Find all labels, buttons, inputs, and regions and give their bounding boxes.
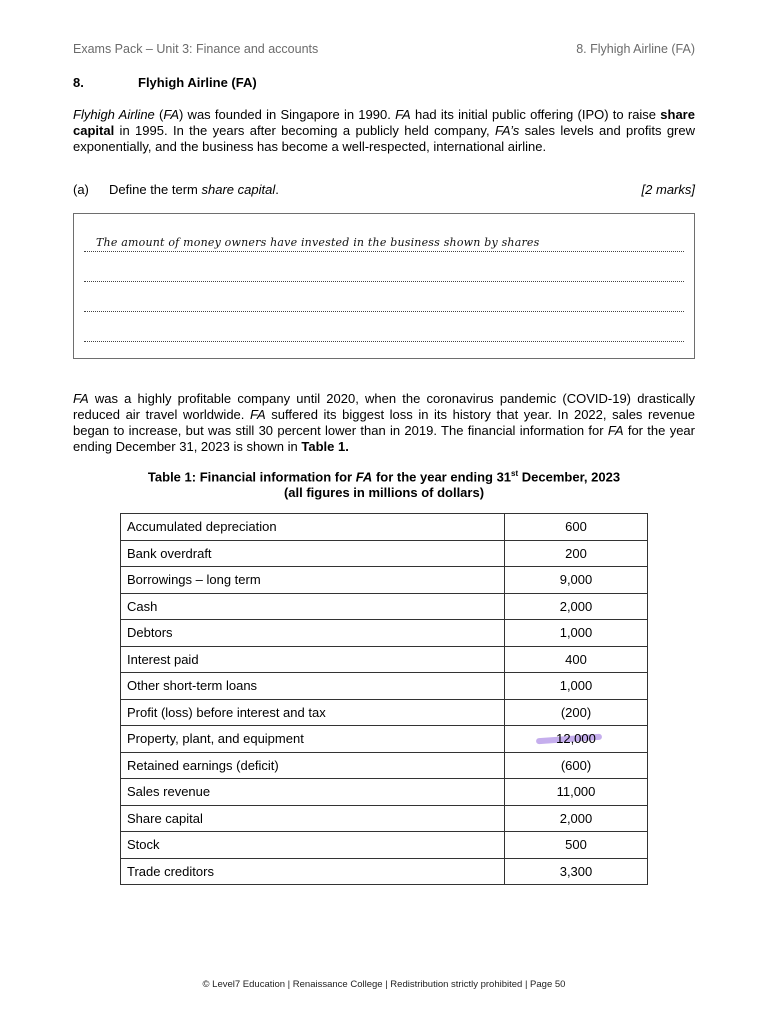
intro-bold-term: share capital: [73, 107, 695, 138]
table-row: [121, 805, 648, 832]
highlighted-value: [556, 731, 596, 746]
intro-text-2: ) was founded in Singapore in 1990.: [179, 107, 396, 122]
part-a-label: (a): [73, 182, 89, 197]
table-cell-value: 600: [505, 514, 648, 541]
table-cell-value: 200: [505, 540, 648, 567]
table-cell-value: 500: [505, 832, 648, 859]
table-cell-item: Cash: [121, 593, 505, 620]
table-cell-value: 400: [505, 646, 648, 673]
question-heading: Flyhigh Airline (FA): [138, 75, 257, 90]
header-left: Exams Pack – Unit 3: Finance and accounts: [73, 42, 319, 56]
answer-box[interactable]: [73, 213, 695, 359]
table-cell-value: 2,000: [505, 593, 648, 620]
part-a-prompt: Define the term: [109, 182, 202, 197]
table-cell-item: Interest paid: [121, 646, 505, 673]
financial-table: [120, 513, 648, 885]
table-row: [121, 832, 648, 859]
answer-line-3: [84, 310, 684, 312]
table-row: [121, 726, 648, 753]
context-table-ref: Table 1.: [301, 439, 349, 454]
part-a-question: [73, 182, 695, 197]
intro-paragraph: [73, 107, 695, 155]
table-row: [121, 567, 648, 594]
caption-part-3: December, 2023: [518, 469, 621, 485]
table-cell-item: Accumulated depreciation: [121, 514, 505, 541]
context-text-2: suffered its biggest loss in its history that year. In 2022, sales revenue began to increase, but was still 30 percent lower than in 2019. The financial information for: [73, 407, 695, 438]
table-row: [121, 514, 648, 541]
intro-possessive: FA’s: [494, 123, 520, 138]
answer-line-4: [84, 340, 684, 342]
intro-abbr-1: FA: [163, 107, 179, 122]
table-cell-value: 1,000: [505, 620, 648, 647]
answer-line-2: [84, 280, 684, 282]
caption-abbr: FA: [355, 469, 373, 485]
table-row: [121, 752, 648, 779]
intro-text-4: in 1995. In the years after becoming a publicly held company,: [114, 123, 495, 138]
table-row: [121, 858, 648, 885]
table-cell-value: 9,000: [505, 567, 648, 594]
answer-line-1: [84, 250, 684, 252]
table-cell-item: Property, plant, and equipment: [121, 726, 505, 753]
table-row: [121, 779, 648, 806]
context-text-3: for the year ending December 31, 2023 is shown in: [73, 423, 695, 454]
table-cell-value: 11,000: [505, 779, 648, 806]
table-cell-item: Sales revenue: [121, 779, 505, 806]
table-cell-value: (200): [505, 699, 648, 726]
question-title: [73, 75, 257, 90]
handwritten-answer: The amount of money owners have invested in the business shown by shares: [96, 236, 544, 249]
page-footer: © Level7 Education | Renaissance College | Redistribution strictly prohibited | Page 50: [202, 979, 566, 990]
table-row: [121, 540, 648, 567]
caption-part-1: Table 1: Financial information for: [147, 469, 356, 485]
table-cell-item: Borrowings – long term: [121, 567, 505, 594]
table-cell-value: 3,300: [505, 858, 648, 885]
table-cell-item: Trade creditors: [121, 858, 505, 885]
context-abbr-1: FA: [73, 391, 89, 406]
table-cell-item: Debtors: [121, 620, 505, 647]
context-paragraph: [73, 391, 695, 455]
header-right: 8. Flyhigh Airline (FA): [576, 42, 695, 56]
table-caption: [73, 466, 695, 501]
highlighted-value-text: 12,000: [556, 731, 596, 747]
table-cell-value: (600): [505, 752, 648, 779]
table-cell-item: Profit (loss) before interest and tax: [121, 699, 505, 726]
intro-abbr-2: FA: [395, 107, 411, 122]
table-cell-value: 2,000: [505, 805, 648, 832]
context-abbr-2: FA: [249, 407, 266, 422]
table-row: [121, 673, 648, 700]
part-a-term: share capital: [201, 182, 276, 197]
table-caption-line-2: (all figures in millions of dollars): [283, 485, 485, 501]
table-cell-item: Share capital: [121, 805, 505, 832]
intro-text-1: (: [154, 107, 164, 122]
part-a-period: .: [275, 182, 279, 197]
context-abbr-3: FA: [607, 423, 624, 438]
table-caption-line-1: [73, 466, 695, 485]
table-cell-item: Stock: [121, 832, 505, 859]
table-cell-item: Other short-term loans: [121, 673, 505, 700]
table-row: [121, 593, 648, 620]
question-number: 8.: [73, 75, 84, 90]
intro-text-3: had its initial public offering (IPO) to raise: [410, 107, 661, 122]
table-cell-item: Retained earnings (deficit): [121, 752, 505, 779]
table-row: [121, 620, 648, 647]
table-row: [121, 699, 648, 726]
table-row: [121, 646, 648, 673]
table-cell-value: [505, 726, 648, 753]
table-cell-item: Bank overdraft: [121, 540, 505, 567]
company-name: Flyhigh Airline: [73, 107, 155, 122]
caption-sup: st: [511, 469, 519, 478]
context-text-1: was a highly profitable company until 2020, when the coronavirus pandemic (COVID-19) drastically reduced air travel worldwide.: [73, 391, 695, 422]
part-a-marks: [2 marks]: [641, 182, 695, 197]
intro-text-5: sales levels and profits grew exponentially, and the business has become a well-respected, international airline.: [73, 123, 695, 154]
caption-part-2: for the year ending 31: [372, 469, 512, 485]
table-cell-value: 1,000: [505, 673, 648, 700]
